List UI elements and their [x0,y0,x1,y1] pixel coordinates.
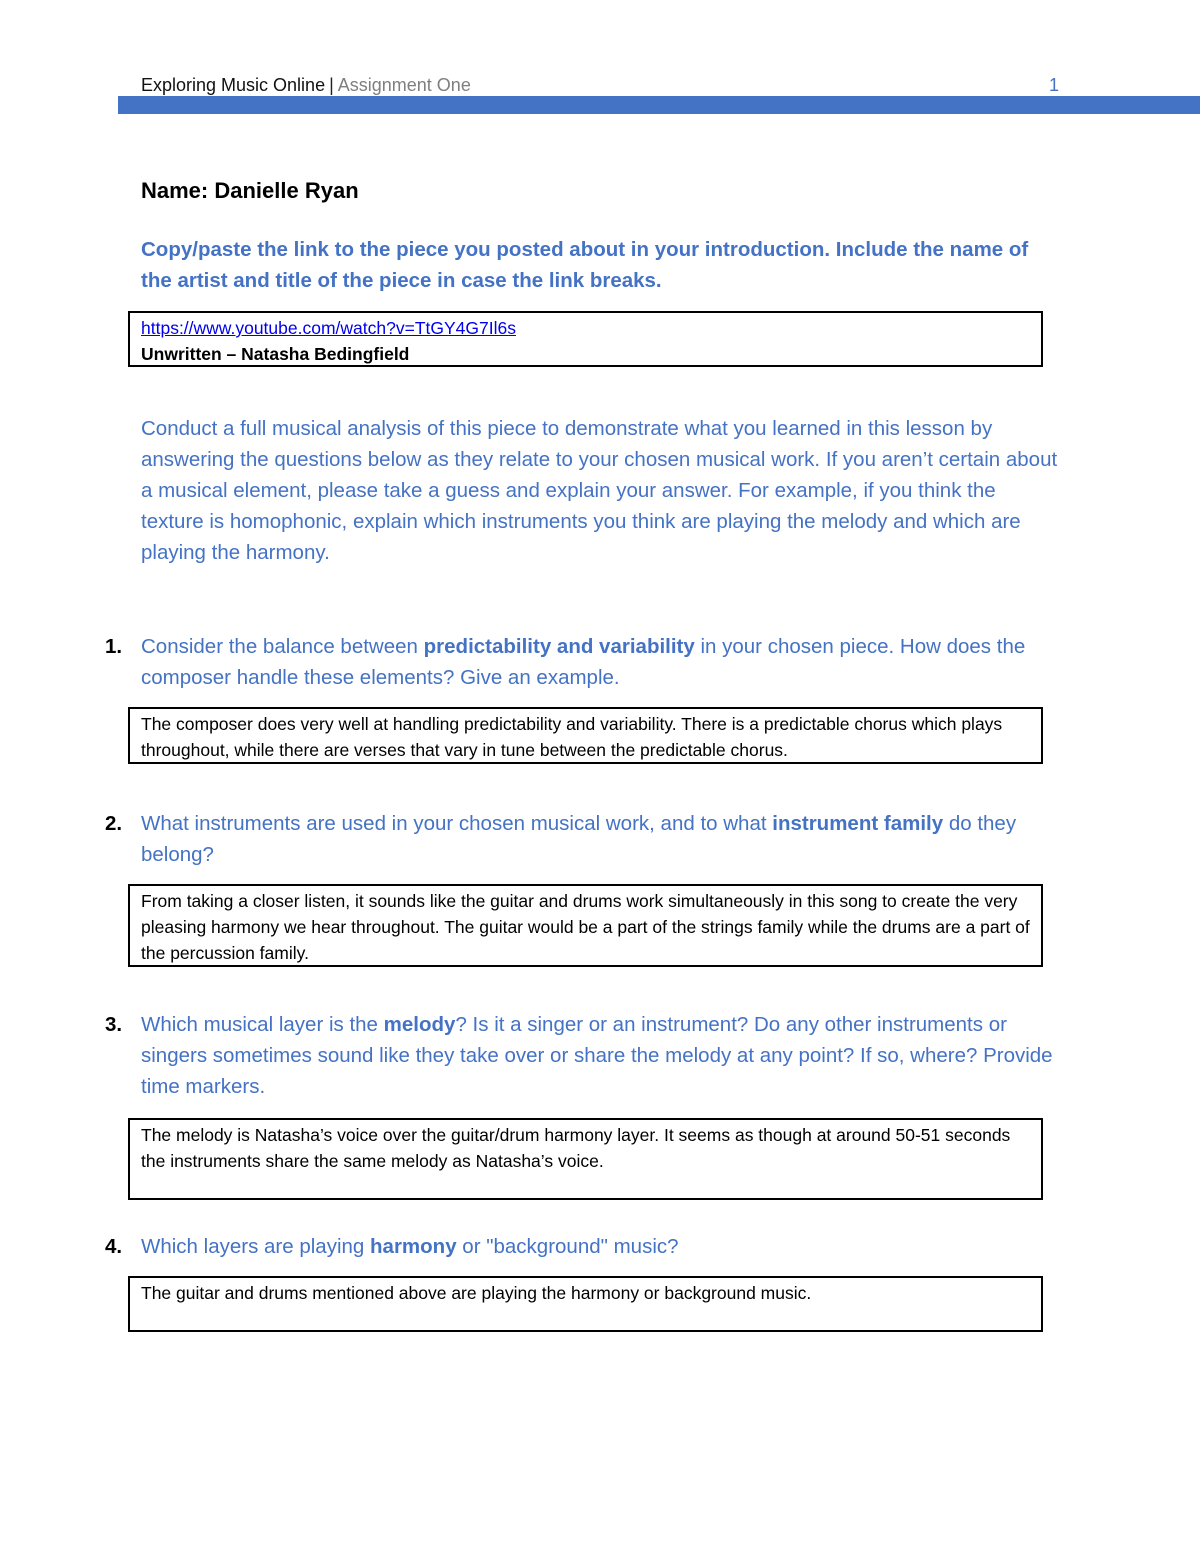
question-1-answer[interactable]: The composer does very well at handling predictability and variability. There is a predictable chorus which plays throughout, while there are verses that vary in tune between the predictable chorus. [128,707,1043,764]
question-keyword: melody [383,1013,456,1036]
document-subtitle: Assignment One [337,75,471,95]
question-text: Which layers are playing [141,1235,371,1258]
analysis-instructions: Conduct a full musical analysis of this piece to demonstrate what you learned in this lesson by answering the questions below as they relate to your chosen musical work. If you aren’t certain about a musical element, please take a guess and explain your answer. For example, if you think the texture is homophonic, explain which instruments you think are playing the melody and which are playing the harmony. [141,417,1058,564]
question-text: do they belong? [141,812,1017,866]
question-4-prompt [141,1231,1061,1262]
page-header [141,72,1061,98]
question-keyword: predictability and variability [423,635,695,658]
link-prompt: Copy/paste the link to the piece you posted about in your introduction. Include the name of the artist and title of the piece in case the link breaks. [141,238,1029,292]
document-title: Exploring Music Online [141,75,326,95]
question-2-prompt [141,808,1061,870]
question-text: What instruments are used in your chosen musical work, and to what [141,812,773,835]
question-number: 1. [105,635,123,658]
page-number: 1 [1048,75,1059,95]
question-number: 4. [105,1235,123,1258]
question-text: Consider the balance between [141,635,424,658]
question-text: Which musical layer is the [141,1013,384,1036]
question-3-answer[interactable]: The melody is Natasha’s voice over the guitar/drum harmony layer. It seems as though at around 50-51 seconds the instruments share the same melody as Natasha’s voice. [128,1118,1043,1200]
question-text: in your chosen piece. How does the composer handle these elements? Give an example. [141,635,1026,689]
question-4-answer[interactable]: The guitar and drums mentioned above are playing the harmony or background music. [128,1276,1043,1332]
question-keyword: harmony [370,1235,457,1258]
video-link[interactable]: https://www.youtube.com/watch?v=TtGY4G7Il6s [141,318,516,338]
link-answer-box[interactable] [128,311,1043,367]
question-number: 2. [105,812,123,835]
student-name: Name: Danielle Ryan [141,178,359,203]
question-number: 3. [105,1013,123,1036]
question-keyword: instrument family [772,812,944,835]
question-text: ? Is it a singer or an instrument? Do any other instruments or singers sometimes sound like they take over or share the melody at any point? If so, where? Provide time markers. [141,1013,1053,1098]
question-2-answer[interactable]: From taking a closer listen, it sounds like the guitar and drums work simultaneously in this song to create the very pleasing harmony we hear throughout. The guitar would be a part of the strings family while the drums are a part of the percussion family. [128,884,1043,967]
song-title: Unwritten – Natasha Bedingfield [141,344,410,364]
header-separator: | [329,75,334,95]
question-1-prompt [141,631,1061,693]
question-text: or "background" music? [456,1235,679,1258]
question-3-prompt [141,1009,1061,1102]
header-rule [118,96,1200,114]
